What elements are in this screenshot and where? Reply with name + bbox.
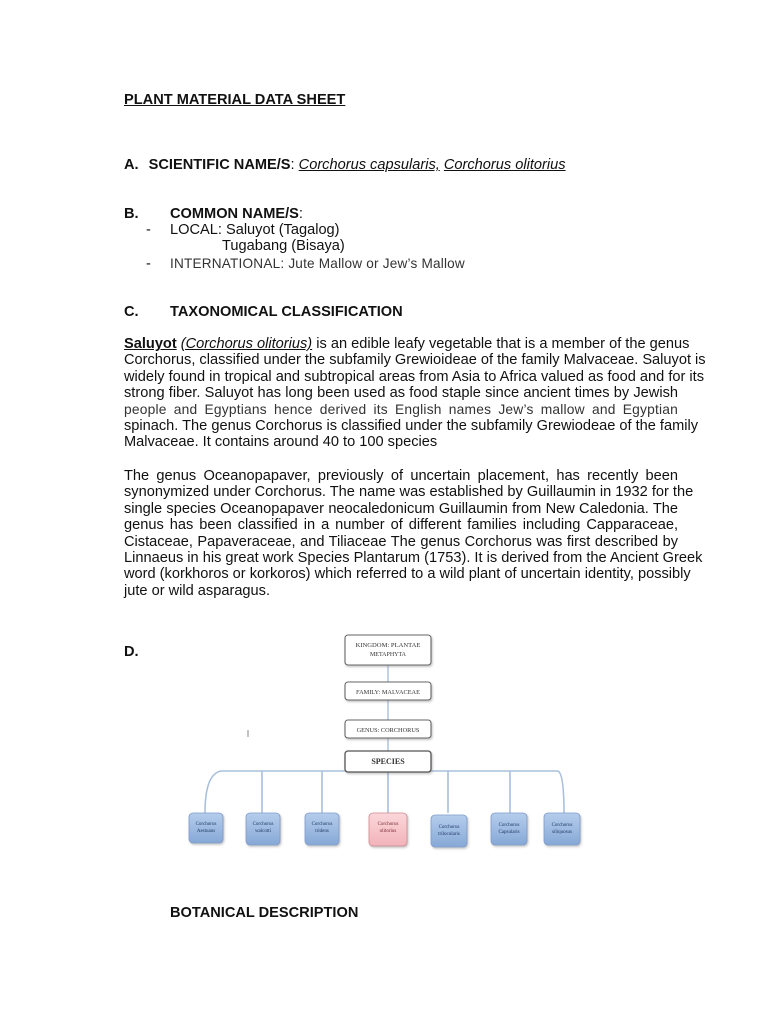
leaf-genus-label: Corchorus: [498, 823, 520, 828]
paragraph-line: Cistaceae, Papaveraceae, and Tiliaceae The genus Corchorus was first described by: [124, 533, 678, 550]
section-a-heading: SCIENTIFIC NAME/S: [148, 157, 291, 173]
leaf-genus-label: Corchorus: [551, 823, 573, 828]
section-b-colon: :: [298, 206, 303, 222]
paragraph-text: is an edible leafy vegetable that is a member of the genus: [316, 336, 690, 352]
paragraph-line: The genus Oceanopapaver, previously of uncertain placement, has recently been: [124, 468, 678, 484]
page-title: PLANT MATERIAL DATA SHEET: [124, 92, 346, 108]
paragraph-line: single species Oceanopapaver neocaledonicum Guillaumin from New Caledonia. The: [124, 500, 678, 517]
section-c-label: C.: [124, 304, 139, 320]
paragraph-line: Linnaeus in his great work Species Plantarum (1753). It is derived from the Ancient Greek: [124, 550, 703, 567]
family-box: [345, 682, 431, 700]
species-leaf-tridens: [305, 813, 339, 845]
bullet-dash: -: [146, 256, 151, 272]
scientific-name-2: Corchorus olitorius: [443, 157, 566, 173]
species-leaf-aestuans: [189, 813, 223, 843]
leaf-genus-label: Corchorus: [195, 822, 217, 827]
paragraph-line: spinach. The genus Corchorus is classified under the subfamily Grewiodeae of the family: [124, 418, 699, 435]
saluyot-scientific-name: (Corchorus olitorius): [180, 336, 313, 352]
paragraph-line: jute or wild asparagus.: [124, 582, 271, 599]
leaf-genus-label: Corchorus: [311, 822, 333, 827]
local-name-line: LOCAL: Saluyot (Tagalog): [170, 222, 340, 238]
section-d-label: D.: [124, 644, 139, 660]
section-c-heading: TAXONOMICAL CLASSIFICATION: [170, 304, 403, 320]
leaf-genus-label: Corchorus: [438, 825, 460, 830]
international-value: : Jute Mallow or Jew’s Mallow: [280, 256, 465, 271]
species-box: [345, 751, 431, 772]
species-leaf-trilocularis: [431, 815, 467, 847]
botanical-description-heading: BOTANICAL DESCRIPTION: [170, 905, 359, 921]
paragraph-line: synonymized under Corchorus. The name was established by Guillaumin in 1932 for the: [124, 484, 694, 501]
genus-label: GENUS: CORCHORUS: [356, 727, 420, 734]
paragraph-line: widely found in tropical and subtropical areas from Asia to Africa valued as food and for its: [124, 368, 705, 385]
leaf-genus-label: Corchorus: [252, 822, 274, 827]
species-leaf-walcotti: [246, 813, 280, 845]
leaf-species-label: trilocularis: [438, 832, 460, 837]
section-a-label: A.: [124, 157, 139, 173]
local-name-line-2: Tugabang (Bisaya): [222, 238, 345, 254]
paragraph-line: Corchorus, classified under the subfamily Grewioideae of the family Malvaceae. Saluyot is: [124, 352, 706, 369]
bullet-dash: -: [146, 222, 151, 238]
leaf-species-label: tridens: [315, 829, 329, 834]
family-label: FAMILY: MALVACEAE: [356, 689, 420, 696]
section-b-label: B.: [124, 206, 139, 222]
leaf-species-label: Aestuans: [196, 829, 216, 834]
kingdom-sublabel: METAPHYTA: [369, 652, 407, 658]
leaf-species-label: walcotti: [254, 829, 272, 834]
paragraph-line: word (korkhoros or korkoros) which referred to a wild plant of uncertain identity, possibly: [124, 566, 691, 583]
international-label: INTERNATIONAL: [170, 256, 281, 271]
connector-drop: [205, 771, 221, 813]
paragraph-line: genus has been classified in a number of different families including Capparaceae,: [124, 517, 678, 534]
genus-box: [345, 720, 431, 738]
leaf-species-label: Capsularis: [498, 830, 520, 835]
species-leaf-olitorius: [369, 813, 407, 846]
leaf-genus-label: Corchorus: [377, 822, 399, 827]
paragraph-line: people and Egyptians hence derived its English names Jew’s mallow and Egyptian: [124, 401, 678, 417]
saluyot-lead: Saluyot: [124, 336, 177, 352]
species-leaf-capsularis: [491, 813, 527, 845]
species-label: SPECIES: [371, 757, 405, 766]
section-a-colon: :: [290, 157, 295, 173]
section-b-heading: COMMON NAME/S: [170, 206, 299, 222]
paragraph-line: strong fiber. Saluyot has long been used as food staple since ancient times by Jewish: [124, 385, 678, 402]
scientific-name-1: Corchorus capsularis,: [298, 157, 440, 173]
connector-drop: [558, 771, 564, 813]
paragraph-line: Malvaceae. It contains around 40 to 100 species: [124, 434, 438, 451]
kingdom-label: KINGDOM: PLANTAE: [355, 642, 421, 649]
leaf-species-label: olitorius: [379, 829, 397, 834]
kingdom-box: [345, 635, 431, 665]
species-leaf-siliquosus: [544, 813, 580, 845]
leaf-species-label: siliquosus: [551, 830, 573, 835]
